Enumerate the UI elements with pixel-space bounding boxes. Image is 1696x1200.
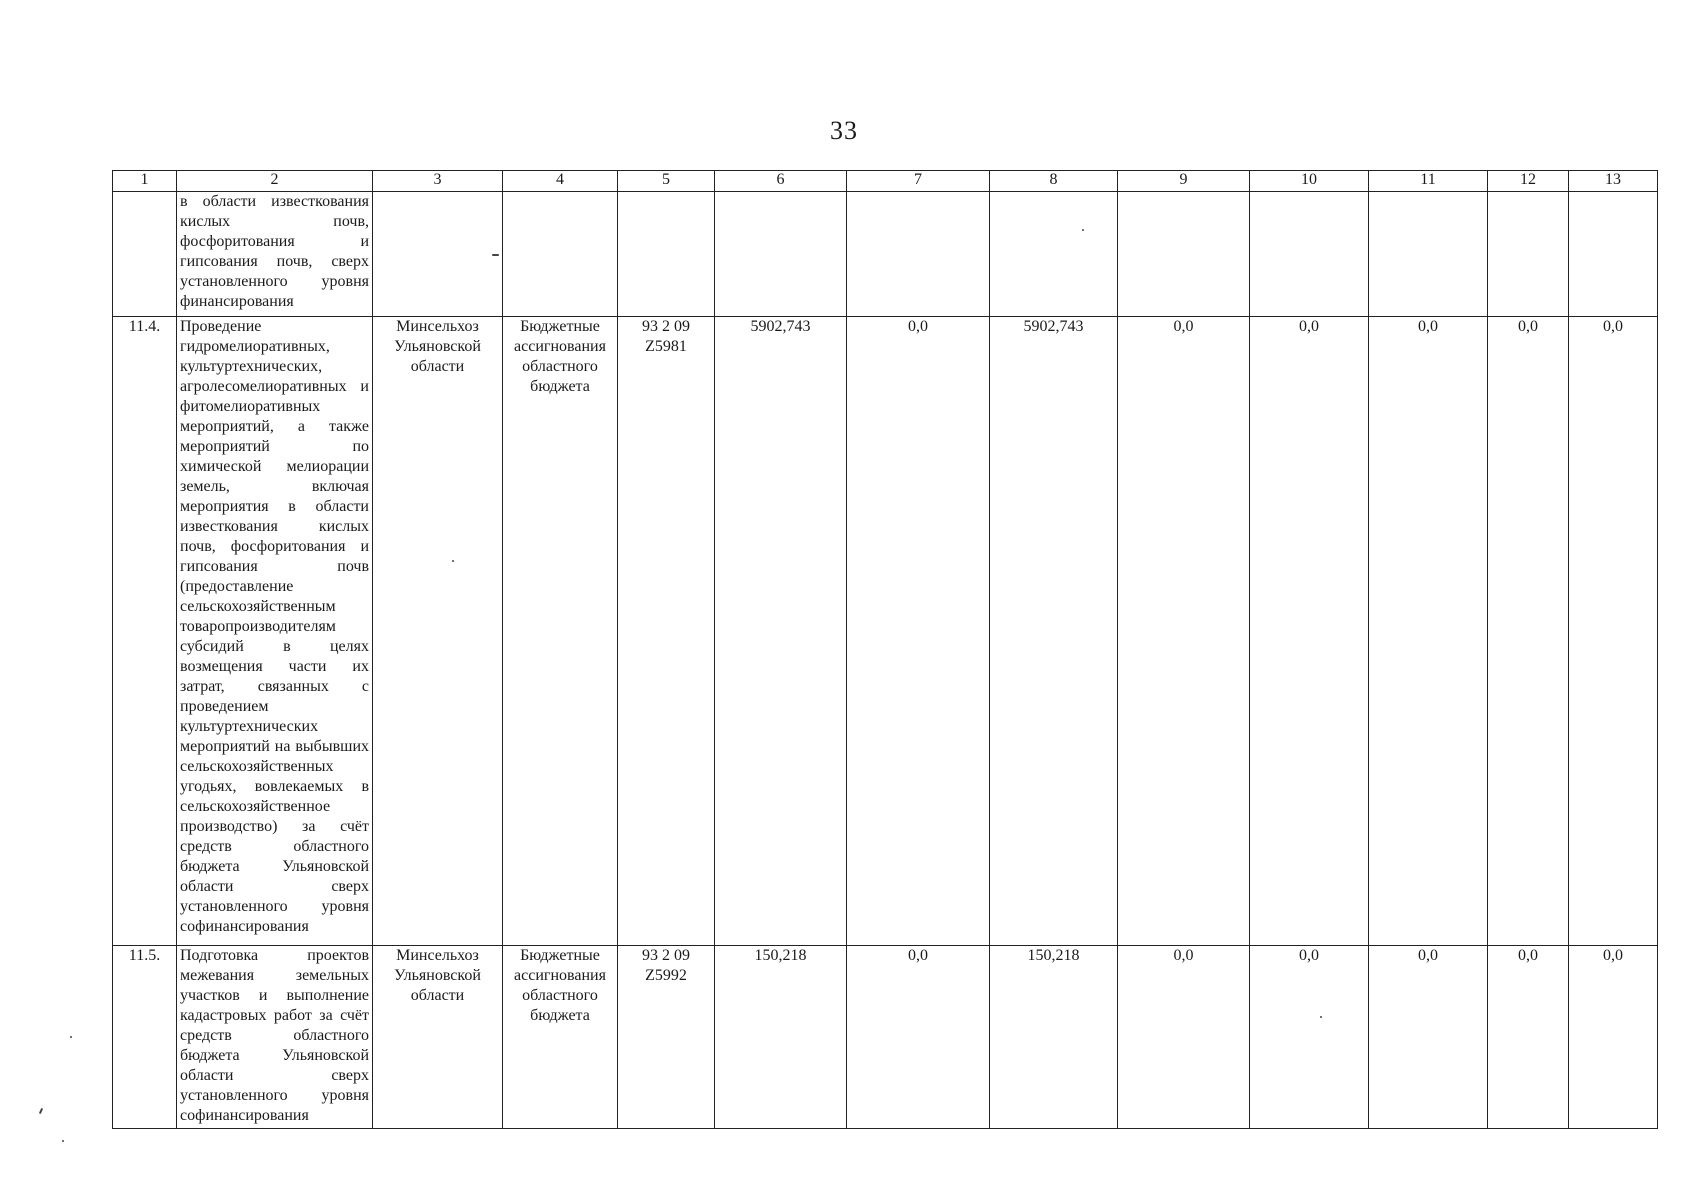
row-value-10: 0,0 bbox=[1250, 946, 1369, 1129]
table-row bbox=[113, 946, 1658, 1129]
header-cell: 13 bbox=[1569, 171, 1658, 192]
row-value-6 bbox=[715, 192, 847, 317]
row-code: 93 2 09 Z5981 bbox=[618, 317, 715, 946]
row-value-13: 0,0 bbox=[1569, 317, 1658, 946]
row-value-8 bbox=[990, 192, 1118, 317]
budget-table bbox=[112, 170, 1658, 1129]
row-value-7: 0,0 bbox=[847, 317, 990, 946]
row-value-6: 150,218 bbox=[715, 946, 847, 1129]
row-description: в области известкования кислых почв, фосфоритования и гипсования почв, сверх установленного уровня финансирования bbox=[177, 192, 373, 317]
header-cell: 5 bbox=[618, 171, 715, 192]
row-source bbox=[503, 192, 618, 317]
scan-speck bbox=[492, 254, 499, 256]
scan-speck bbox=[1082, 229, 1084, 231]
header-cell: 3 bbox=[373, 171, 503, 192]
header-cell: 10 bbox=[1250, 171, 1369, 192]
header-row bbox=[113, 171, 1658, 192]
row-value-12: 0,0 bbox=[1488, 317, 1569, 946]
header-cell: 11 bbox=[1369, 171, 1488, 192]
row-description: Проведение гидромелиоративных, культуртехнических, агролесомелиоративных и фитомелиоративных мероприятий, а также мероприятий по химической мелиорации земель, включая мероприятия в области известкования кислых почв, фосфоритования и гипсования почв (предоставление сельскохозяйственным товаропроизводителям субсидий в целях возмещения части их затрат, связанных с проведением культуртехнических мероприятий на выбывших сельскохозяйственных угодьях, вовлекаемых в сельскохозяйственное производство) за счёт средств областного бюджета Ульяновской области сверх установленного уровня софинансирования bbox=[177, 317, 373, 946]
row-responsible: Минсельхоз Ульяновской области bbox=[373, 317, 503, 946]
row-value-9 bbox=[1118, 192, 1250, 317]
row-value-9: 0,0 bbox=[1118, 946, 1250, 1129]
scan-speck bbox=[62, 1140, 64, 1142]
scan-speck bbox=[70, 1036, 72, 1038]
row-value-8: 5902,743 bbox=[990, 317, 1118, 946]
page-number: 33 bbox=[830, 116, 858, 145]
header-cell: 1 bbox=[113, 171, 177, 192]
table-row bbox=[113, 192, 1658, 317]
row-number bbox=[113, 192, 177, 317]
header-cell: 9 bbox=[1118, 171, 1250, 192]
row-code bbox=[618, 192, 715, 317]
scan-speck bbox=[452, 560, 454, 562]
row-value-8: 150,218 bbox=[990, 946, 1118, 1129]
row-source: Бюджетные ассигнования областного бюджета bbox=[503, 946, 618, 1129]
row-source: Бюджетные ассигнования областного бюджета bbox=[503, 317, 618, 946]
row-responsible: Минсельхоз Ульяновской области bbox=[373, 946, 503, 1129]
table-row bbox=[113, 317, 1658, 946]
scan-speck bbox=[1320, 1016, 1322, 1018]
row-value-9: 0,0 bbox=[1118, 317, 1250, 946]
scan-speck bbox=[39, 1108, 43, 1114]
row-value-7: 0,0 bbox=[847, 946, 990, 1129]
row-value-13: 0,0 bbox=[1569, 946, 1658, 1129]
header-cell: 12 bbox=[1488, 171, 1569, 192]
row-value-13 bbox=[1569, 192, 1658, 317]
row-value-12 bbox=[1488, 192, 1569, 317]
row-number: 11.5. bbox=[113, 946, 177, 1129]
row-description: Подготовка проектов межевания земельных участков и выполнение кадастровых работ за счёт средств областного бюджета Ульяновской области сверх установленного уровня софинансирования bbox=[177, 946, 373, 1129]
row-code: 93 2 09 Z5992 bbox=[618, 946, 715, 1129]
row-value-6: 5902,743 bbox=[715, 317, 847, 946]
row-value-12: 0,0 bbox=[1488, 946, 1569, 1129]
header-cell: 7 bbox=[847, 171, 990, 192]
row-number: 11.4. bbox=[113, 317, 177, 946]
row-value-11: 0,0 bbox=[1369, 946, 1488, 1129]
row-value-10 bbox=[1250, 192, 1369, 317]
header-cell: 8 bbox=[990, 171, 1118, 192]
row-value-11 bbox=[1369, 192, 1488, 317]
header-cell: 2 bbox=[177, 171, 373, 192]
row-value-11: 0,0 bbox=[1369, 317, 1488, 946]
row-responsible bbox=[373, 192, 503, 317]
header-cell: 6 bbox=[715, 171, 847, 192]
header-cell: 4 bbox=[503, 171, 618, 192]
row-value-10: 0,0 bbox=[1250, 317, 1369, 946]
row-value-7 bbox=[847, 192, 990, 317]
